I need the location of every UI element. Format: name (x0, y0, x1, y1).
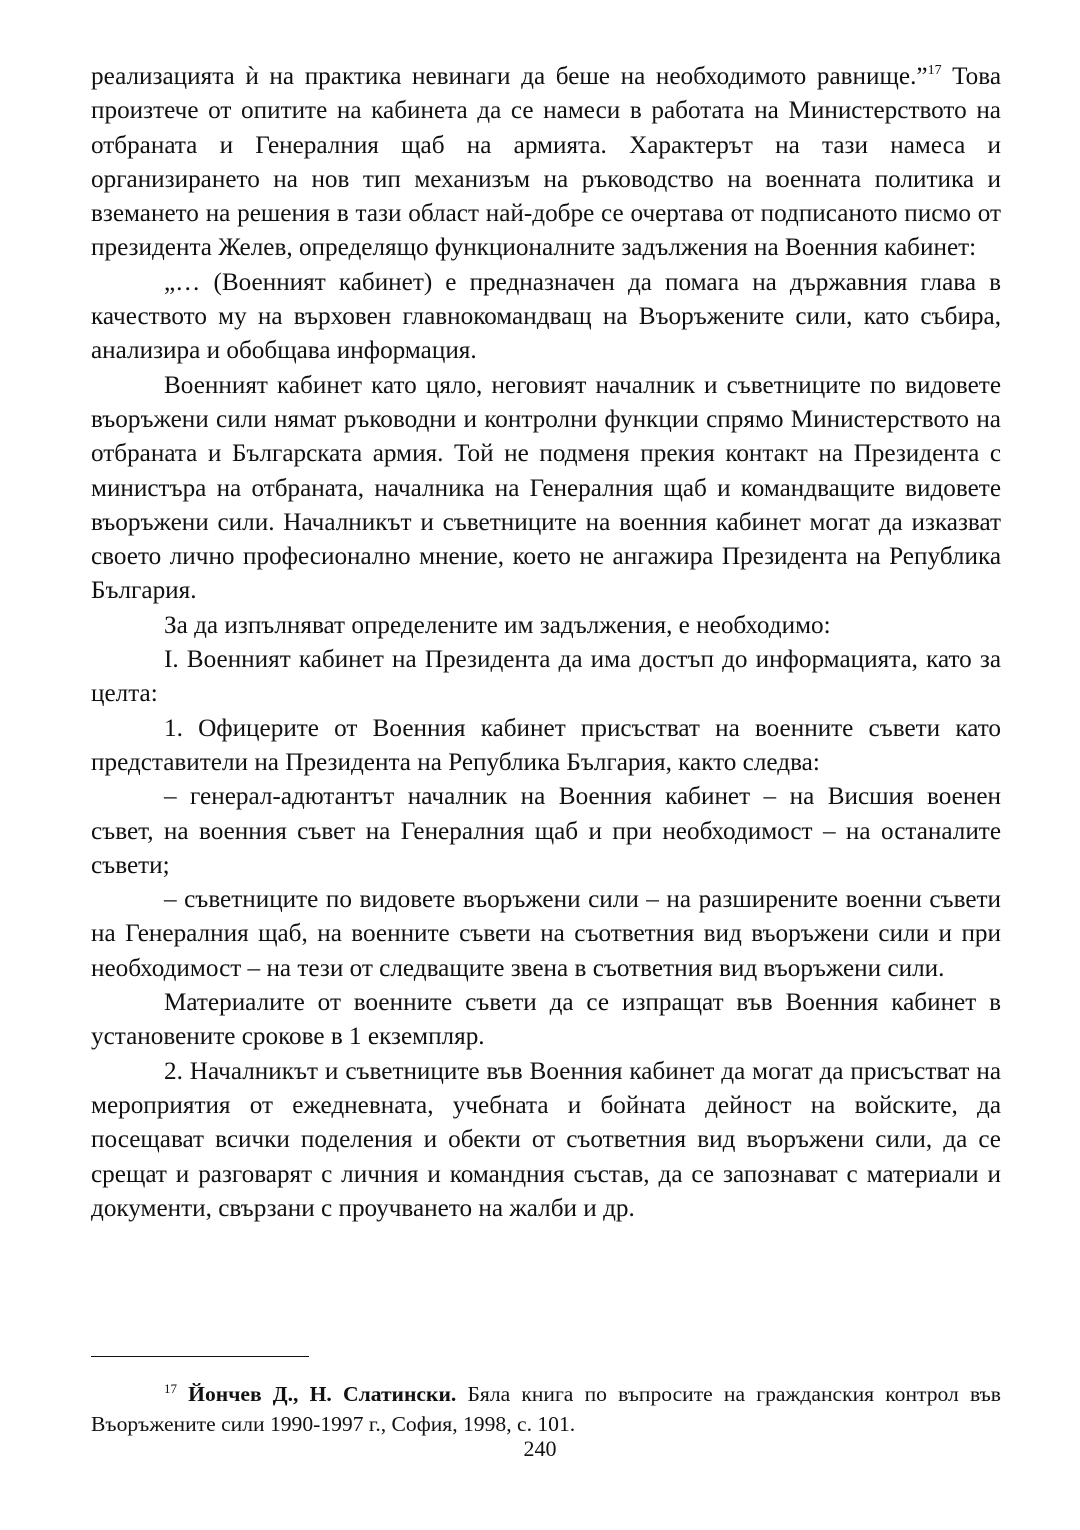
paragraph-8: Материалите от военните съвети да се изпращат във Военния кабинет в установените срокове в 1 екземпляр. (91, 989, 1001, 1051)
paragraph-7: – съветниците по видовете въоръжени сили – на разширените военни съвети на Генералния щаб, на военните съвети на съответния вид въоръжени сили и при необходимост – на тези от следващите звена в съответния вид въоръжени сили. (91, 886, 1001, 982)
page-body (91, 60, 1001, 1226)
main-text (91, 60, 1001, 1226)
paragraph-3: За да изпълняват определените им задължения, е необходимо: (164, 611, 831, 639)
footnote-author: Йончев Д., Н. Слатински. (188, 1382, 457, 1406)
footnote-text: Бяла книга по въпросите на гражданския контрол във Въоръжените сили 1990-1997 г., София, 1998, с. 101. (91, 1382, 1001, 1436)
paragraph-1: „… (Военният кабинет) е предназначен да помага на държавния глава в качеството му на върховен главнокомандващ на Въоръжените сили, като събира, анализира и обобщава информация. (91, 268, 1001, 365)
page-number: 240 (523, 1436, 557, 1461)
footnote-17 (91, 1379, 1001, 1439)
paragraph-5: 1. Офицерите от Военния кабинет присъстват на военните съвети като представители на Президента на Република България, както следва: (91, 714, 1001, 776)
paragraph-4: I. Военният кабинет на Президента да има достъп до информацията, като за целта: (91, 646, 1001, 708)
paragraph-0 (91, 60, 1001, 266)
paragraph-6: – генерал-адютантът началник на Военния кабинет – на Висшия военен съвет, на военния съвет на Генералния щаб и при необходимост – на останалите съвети; (91, 783, 1001, 879)
footnote-separator (91, 1356, 309, 1357)
footnote-number: 17 (164, 1381, 177, 1396)
paragraph-0-text-continued: Това произтече от опитите на кабинета да се намеси в работата на Министерството на отбраната и Генералния щаб на армията. Характерът на тази намеса и организирането на нов тип механизъм на ръководство на военната политика и вземането на решения в тази област най-добре се очертава от подписаното писмо от президента Желев, определящо функционалните задължения на Военния кабинет: (91, 63, 1002, 262)
paragraph-0-text: реализацията ѝ на практика невинаги да беше на необходимото равнище.” (91, 63, 928, 90)
paragraph-2: Военният кабинет като цяло, неговият началник и съветниците по видовете въоръжени сили нямат ръководни и контролни функции спрямо Министерството на отбраната и Българската армия. Той не подменя прекия контакт на Президента с министъра на отбраната, началника на Генералния щаб и командващите видовете въоръжени сили. Началникът и съветниците на военния кабинет могат да изказват своето лично професионално мнение, което не ангажира Президента на Република България. (91, 371, 1001, 605)
paragraph-9: 2. Началникът и съветниците във Военния кабинет да могат да присъстват на мероприятия от ежедневната, учебната и бойната дейност на войските, да посещават всички поделения и обекти от съответния вид въоръжени сили, да се срещат и разговарят с личния и командния състав, да се запознават с материали и документи, свързани с проучването на жалби и др. (91, 1057, 1001, 1222)
footnote-ref-17: 17 (927, 63, 942, 78)
